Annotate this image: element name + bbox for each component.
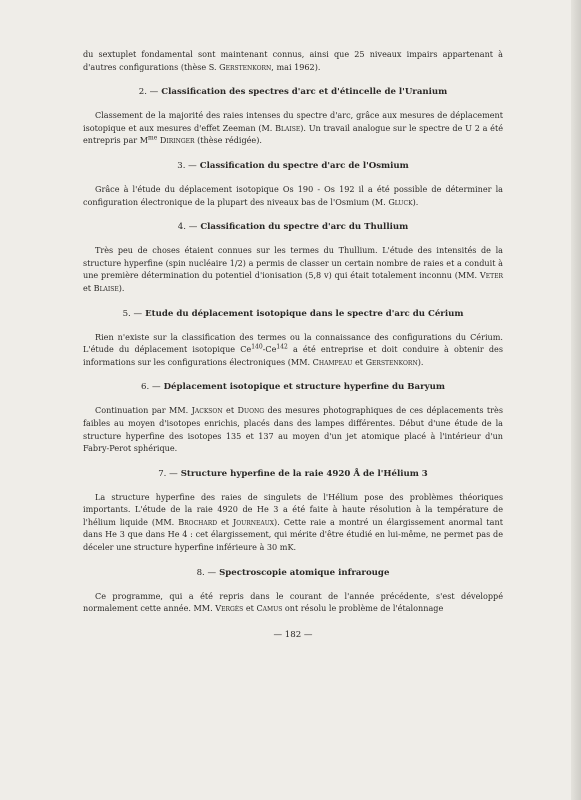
section-6-heading	[83, 381, 503, 393]
author-name: Diringer	[159, 135, 195, 146]
author-name: Champeau	[312, 356, 353, 367]
author-name: Camus	[256, 603, 283, 614]
section-number: 2. —	[138, 87, 159, 98]
author-name: Gerstenkorn	[365, 356, 418, 367]
author-name: Gluck	[388, 196, 413, 207]
author-name: Veter	[479, 270, 503, 281]
paragraph-text: et	[217, 516, 234, 527]
section-number: 3. —	[177, 160, 197, 171]
intro-text: du sextuplet fondamental sont maintenant connus, ainsi que 25 niveaux impairs appartenant à d'autres configurations (thèse S.	[83, 49, 503, 72]
section-2-paragraph	[83, 109, 503, 147]
section-title: Structure hyperfine de la raie 4920 Å de l'Hélium 3	[180, 468, 428, 479]
section-title: Classification du spectre d'arc de l'Osmium	[199, 160, 409, 171]
author-name: Journeaux	[233, 516, 275, 527]
author-name: Duong	[237, 405, 265, 416]
paragraph-text: Classement de la majorité des raies intenses du spectre d'arc, grâce aux mesures de déplacement isotopique et aux mesures d'effet Zeeman (M.	[83, 110, 503, 133]
section-7-heading	[83, 468, 503, 480]
paragraph-text: des mesures photographiques de ces déplacements très faibles au moyen d'isotopes enrichis, placés dans des lampes différentes. Début d'une étude de la structure hyperfine des isotopes 135 et 137 au moyen d'un jet atomique placé à l'intérieur d'un Fabry-Perot sphérique.	[83, 405, 503, 454]
paragraph-text: Ce programme, qui a été repris dans le courant de l'année précédente, s'est développé normalement cette année. MM.	[83, 590, 503, 614]
paragraph-text: ). Cette raie a montré un élargissement anormal tant dans He 3 que dans He 4 : cet élargissement, qui mérite d'être étudié en lui-même, ne permet pas de déceler une structure hyperfine inférieure à 30 mK.	[83, 516, 503, 553]
author-name: Gerstenkorn	[219, 61, 272, 72]
paragraph-text: Grâce à l'étude du déplacement isotopique Os 190 - Os 192 il a été possible de déterminer la configuration électronique de la plupart des niveaux bas de l'Osmium (M.	[83, 183, 503, 207]
section-3-heading	[83, 160, 503, 172]
section-8-heading	[83, 567, 503, 579]
section-4-heading	[83, 221, 503, 233]
author-name: Brochard	[178, 516, 218, 527]
section-number: 4. —	[177, 222, 198, 233]
paragraph-text: et	[243, 603, 257, 614]
intro-paragraph	[83, 48, 503, 73]
page-edge	[571, 0, 581, 800]
section-number: 7. —	[158, 468, 178, 479]
title-abbrev: me	[148, 134, 158, 142]
section-title: Spectroscopie atomique infrarouge	[219, 567, 390, 578]
paragraph-text: (thèse rédigée).	[194, 135, 262, 146]
paragraph-text: et	[83, 282, 94, 293]
author-name: Blaise	[275, 122, 301, 133]
author-name: Jackson	[191, 405, 223, 416]
section-7-paragraph	[83, 491, 503, 554]
section-title: Déplacement isotopique et structure hyperfine du Baryum	[163, 382, 445, 393]
page-content	[83, 48, 503, 641]
paragraph-text: Continuation par MM.	[95, 405, 192, 416]
section-title: Classification du spectre d'arc du Thullium	[200, 222, 409, 233]
section-number: 6. —	[141, 382, 161, 393]
paragraph-text: ).	[412, 196, 419, 207]
section-2-heading	[83, 86, 503, 98]
paragraph-text: Très peu de choses étaient connues sur les termes du Thullium. L'étude des intensités de la structure hyperfine (spin nucléaire 1/2) a permis de classer un certain nombre de raies et a conduit à une première détermination du potentiel d'ionisation (5,8 v) qui était totalement inconnu (MM.	[83, 245, 503, 281]
section-number: 8. —	[196, 567, 217, 578]
section-5-heading	[83, 308, 503, 320]
section-title: Etude du déplacement isotopique dans le spectre d'arc du Cérium	[145, 308, 464, 319]
author-name: Blaise	[93, 282, 119, 293]
page-number: — 182 —	[273, 629, 313, 640]
section-6-paragraph	[83, 404, 503, 454]
isotope-mass: 142	[276, 343, 288, 351]
paragraph-text: La structure hyperfine des raies de singulets de l'Hélium pose des problèmes théoriques importants. L'étude de la raie 4920 de He 3 a été faite à haute résolution à la température de l'hélium liquide (MM.	[83, 491, 503, 527]
isotope-mass: 140	[251, 343, 263, 351]
author-name: Vergès	[215, 603, 244, 614]
paragraph-text: ).	[417, 356, 424, 367]
paragraph-text: ont résolu le problème de l'étalonnage	[282, 603, 444, 614]
section-4-paragraph	[83, 244, 503, 294]
paragraph-text: et	[352, 356, 366, 367]
intro-text-end: , mai 1962).	[271, 61, 321, 72]
section-8-paragraph	[83, 590, 503, 615]
paragraph-text: et	[222, 405, 238, 416]
section-5-paragraph	[83, 331, 503, 369]
section-title: Classification des spectres d'arc et d'étincelle de l'Uranium	[161, 87, 448, 98]
paragraph-text: a été entreprise et doit conduire à obtenir des informations sur les configurations électroniques (MM.	[83, 344, 503, 367]
paragraph-text: Rien n'existe sur la classification des termes ou la connaissance des configurations du Cérium. L'étude du déplacement isotopique Ce	[83, 331, 503, 355]
paragraph-text: -Ce	[262, 344, 277, 355]
section-number: 5. —	[122, 308, 143, 319]
section-3-paragraph	[83, 183, 503, 208]
paragraph-text: ).	[118, 282, 125, 293]
paragraph-text: ). Un travail analogue sur le spectre de U 2 a été entrepris par M	[83, 122, 503, 146]
